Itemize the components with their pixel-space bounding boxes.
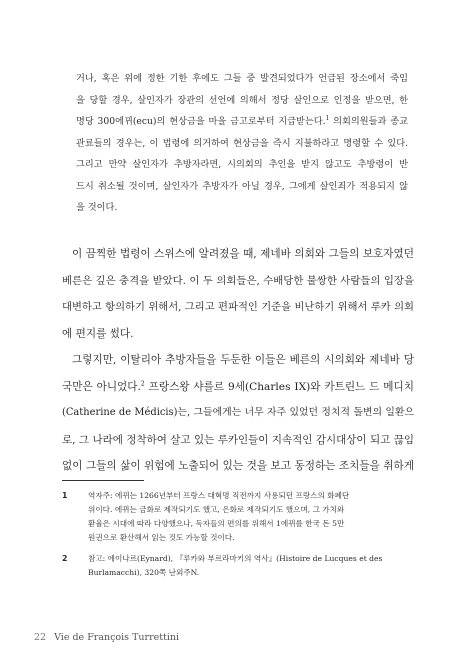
- quote-line: [76, 111, 408, 133]
- body-line: (Catherine de Médicis)는, 그들에게는 너무 자주 있었던 정치적 돌변의 일환으: [62, 407, 414, 419]
- footnote-1: [62, 489, 414, 545]
- footnote-line: 참고: 에이나르(Eynard), 『루카와 부르라마키의 역사』(Histoire de Lucques et des: [88, 553, 383, 563]
- body-line-text: 프랑스왕 샤를르 9세(Charles IX)와 카트린느 드 메디치: [144, 380, 414, 393]
- footnote-line: Burlamacchi), 320쪽 난외주N.: [88, 567, 200, 577]
- page-number: 22: [34, 632, 47, 643]
- running-title: Vie de François Turrettini: [54, 632, 180, 643]
- footnote-2: [62, 552, 414, 580]
- quote-line: 관료들의 경우는, 이 법령에 의거하여 현상금을 즉시 지불하라고 명령할 수 있다.: [76, 137, 408, 149]
- footnote-line: 역자주: 에뀌는 1266년부터 프랑스 대혁명 직전까지 사용되던 프랑스의 화폐단: [88, 491, 350, 500]
- quote-line: 드시 취소될 것이며, 살인자가 추방자가 아닐 경우, 그에게 살인죄가 적용되지 않: [76, 180, 408, 192]
- footnote-ref[interactable]: 2: [140, 380, 145, 388]
- footnotes: [62, 489, 414, 586]
- footnote-number: 2: [62, 553, 68, 563]
- body-paragraph: [62, 347, 414, 480]
- footnote-number: 1: [62, 491, 68, 500]
- footnote-ref[interactable]: 1: [325, 114, 330, 122]
- quote-line: 그리고 만약 살인자가 추방자라면, 시의회의 추인을 받지 않고도 추방령이 반: [76, 159, 408, 170]
- footnote-line: 원권으로 환산해서 읽는 것도 가능할 것이다.: [88, 532, 235, 542]
- body-line: 대변하고 항의하기 위해서, 그리고 편파적인 기준을 비난하기 위해서 루카 의회: [62, 301, 414, 314]
- body-paragraph: [62, 241, 414, 347]
- body-line: 없이 그들의 삶이 위험에 노출되어 있는 것을 보고 동정하는 조치들을 취하게: [62, 460, 414, 473]
- footnote-line: 위이다. 에뀌는 금화로 제작되기도 했고, 은화로 제작되기도 했으며, 그 가치와: [88, 504, 345, 514]
- body-line: [62, 374, 414, 401]
- body-line-text: 국만은 아니었다.: [62, 380, 141, 393]
- quote-line: 을 당할 경우, 살인자가 장관의 선언에 의해서 정당 살인으로 인정을 받으면, 한: [76, 94, 408, 106]
- quote-line-text: 의회의원들과 종교: [329, 116, 408, 127]
- footnote-divider: [62, 480, 144, 481]
- body-line: 에 편지를 썼다.: [62, 327, 134, 340]
- footnote-line: 환율은 시대에 따라 다양했으나, 독자들의 편의를 위해서 1에뀌를 한국 돈 5만: [88, 518, 345, 528]
- running-footer: [34, 632, 179, 643]
- quote-line-text: 명당 300에뀌(ecu)의 현상금을 마을 금고로부터 지급받는다.: [76, 116, 326, 127]
- body-line: 그렇지만, 이탈리아 추방자들을 두둔한 이들은 베른의 시의회와 제네바 당: [72, 354, 414, 366]
- quote-line: 거나, 혹은 위에 정한 기한 후에도 그들 중 발견되었다가 언급된 장소에서 죽임: [76, 73, 408, 84]
- body-line: 이 끔찍한 법령이 스위스에 알려졌을 때, 제네바 의회와 그들의 보호자였던: [72, 248, 414, 260]
- body-line: 베른은 깊은 충격을 받았다. 이 두 의회들은, 수배당한 불쌍한 사람들의 입장을: [62, 274, 414, 287]
- block-quote: [76, 68, 408, 219]
- body-line: 로, 그 나라에 정착하여 살고 있는 루카인들이 지속적인 감시대상이 되고 끊임: [62, 433, 414, 446]
- quote-line: 을 것이다.: [76, 202, 118, 213]
